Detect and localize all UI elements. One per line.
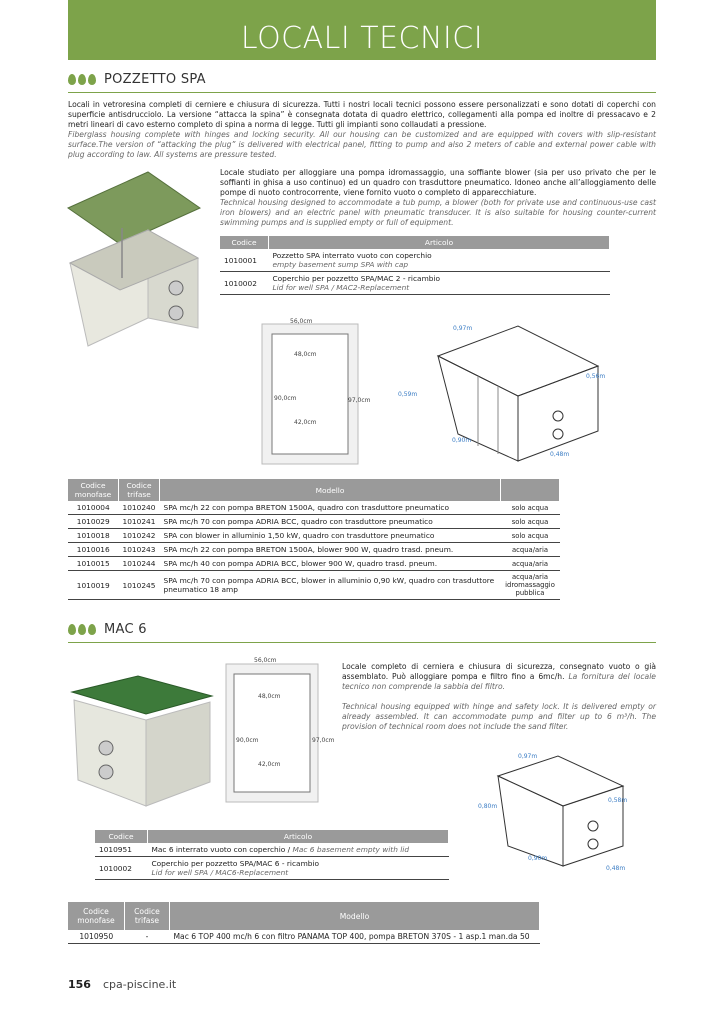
column-header-model: Modello xyxy=(160,479,501,501)
article-it: Pozzetto SPA interrato vuoto con coperchio xyxy=(272,251,432,260)
row-code-mono: 1010950 xyxy=(68,930,125,944)
mac-description-it: Locale completo di cerniera e chiusura di sicurezza, consegnato vuoto o già assemblato. Può alloggiare pompa e filtro fino a 6mc/h. xyxy=(342,662,656,681)
iso-bottom: 0,90m xyxy=(452,437,472,444)
row-model: Mac 6 TOP 400 mc/h 6 con filtro PANAMA TOP 400, pompa BRETON 370S - 1 asp.1 man.da 50 xyxy=(170,930,540,944)
row-code-mono: 1010019 xyxy=(68,571,119,600)
page-number: 156 xyxy=(68,978,91,991)
dim-outer-h: 97,0cm xyxy=(312,737,335,744)
column-header-model: Modello xyxy=(170,902,540,930)
row-code-tri: 1010243 xyxy=(119,543,160,557)
article-it: Coperchio per pozzetto SPA/MAC 2 - ricambio xyxy=(272,274,441,283)
article-en: Lid for well SPA / MAC2-Replacement xyxy=(272,283,410,292)
intro-text-en: Fiberglass housing complete with hinges and locking security. All our housing can be customized and are equipped with covers with slip-resistant surface.The version of “attacking the plug” is delivered with electrical panel, fitting to pump and also 2 meters of cable and external power cable with plug according to law. All systems are pressure tested. xyxy=(68,130,656,159)
row-note: solo acqua xyxy=(501,529,560,543)
row-model: SPA mc/h 70 con pompa ADRIA BCC, blower in alluminio 0,90 kW, quadro con trasduttore pneumatico 18 amp xyxy=(160,571,501,600)
dim-top: 56,0cm xyxy=(254,657,277,664)
row-note: acqua/aria xyxy=(501,543,560,557)
dim-top: 56,0cm xyxy=(290,318,313,325)
column-header-mono: Codice monofase xyxy=(68,902,125,930)
section-header-spa xyxy=(68,72,206,87)
table-row xyxy=(68,557,560,571)
dim-mid: 48,0cm xyxy=(258,693,281,700)
spa-description-en: Technical housing designed to accommodate a tub pump, a blower (both for private use and continuous-use cast iron blowers) and an electric panel with pneumatic transducer. It is also suitable for housing counter-current swimming pumps and is supplied empty or full of equipment. xyxy=(220,198,656,227)
row-code-mono: 1010015 xyxy=(68,557,119,571)
water-drops-icon xyxy=(68,74,96,85)
column-header-code: Codice xyxy=(220,236,269,249)
dim-bot: 42,0cm xyxy=(294,419,317,426)
mac-plan-drawing xyxy=(222,654,342,804)
spa-model-table xyxy=(68,479,560,600)
iso-top: 0,97m xyxy=(518,753,538,760)
article-en: empty basement sump SPA with cap xyxy=(272,260,409,269)
iso-top: 0,97m xyxy=(453,325,473,332)
row-code-tri: 1010241 xyxy=(119,515,160,529)
column-header-tri: Codice trifase xyxy=(125,902,170,930)
row-model: SPA mc/h 22 con pompa BRETON 1500A, blower 900 W, quadro trasd. pneum. xyxy=(160,543,501,557)
table-row xyxy=(68,930,540,944)
mac-description-note: La fornitura del locale tecnico non comprende la sabbia del filtro. xyxy=(342,672,656,691)
section-title: MAC 6 xyxy=(104,622,147,637)
intro-text-it: Locali in vetroresina completi di cerniere e chiusura di sicurezza. Tutti i nostri locali tecnici possono essere personalizzati e sono dotati di coperchi con superficie antisdrucciolo. La versione “attacca la spina” è consegnata dotata di quadro elettrico, collegamenti alla pompa ed inoltre di pressacavo e 2 metri lineari di cavo esterno completo di spina a norma di legge. Tutti gli impianti sono collaudati a pressione. xyxy=(68,100,656,129)
page-title: LOCALI TECNICI xyxy=(240,21,484,56)
row-article xyxy=(148,857,449,880)
spa-housing-image xyxy=(48,168,208,348)
divider xyxy=(68,642,656,643)
row-model: SPA mc/h 40 con pompa ADRIA BCC, blower 900 W, quadro trasd. pneum. xyxy=(160,557,501,571)
table-row xyxy=(68,543,560,557)
row-code-tri: - xyxy=(125,930,170,944)
spa-description xyxy=(220,168,656,228)
table-row xyxy=(220,272,610,295)
article-en: Lid for well SPA / MAC6-Replacement xyxy=(151,868,289,877)
intro-text xyxy=(68,100,656,160)
page-footer xyxy=(68,978,176,991)
dim-bot: 42,0cm xyxy=(258,761,281,768)
section-header-mac xyxy=(68,622,147,637)
table-row xyxy=(95,843,449,857)
iso-side: 0,58m xyxy=(608,797,628,804)
column-header-article: Articolo xyxy=(269,236,610,249)
row-note: acqua/aria xyxy=(501,557,560,571)
iso-height: 0,80m xyxy=(478,803,498,810)
mac-description-en: Technical housing equipped with hinge and safety lock. It is delivered empty or already assembled. It can accommodate pump and filter up to 6 m³/h. The provision of technical room does not include the sand filter. xyxy=(342,702,656,731)
mac-article-table xyxy=(95,830,449,880)
table-row xyxy=(68,529,560,543)
row-note: solo acqua xyxy=(501,515,560,529)
row-code: 1010001 xyxy=(220,249,269,272)
dim-inner-h: 90,0cm xyxy=(236,737,259,744)
mac-iso-drawing xyxy=(478,746,638,876)
iso-height: 0,59m xyxy=(398,391,418,398)
iso-depth: 0,48m xyxy=(550,451,570,458)
row-code-tri: 1010240 xyxy=(119,501,160,515)
iso-bottom: 0,90m xyxy=(528,855,548,862)
row-code-mono: 1010018 xyxy=(68,529,119,543)
page-header xyxy=(68,0,656,60)
column-header-code: Codice xyxy=(95,830,148,843)
table-row xyxy=(220,249,610,272)
spa-plan-drawing xyxy=(258,316,388,466)
row-model: SPA con blower in alluminio 1,50 kW, quadro con trasduttore pneumatico xyxy=(160,529,501,543)
column-header-note xyxy=(501,479,560,501)
row-code-tri: 1010245 xyxy=(119,571,160,600)
website-link[interactable]: cpa-piscine.it xyxy=(102,978,177,991)
dim-mid: 48,0cm xyxy=(294,351,317,358)
row-code: 1010002 xyxy=(220,272,269,295)
dim-outer-h: 97,0cm xyxy=(348,397,371,404)
spa-description-it: Locale studiato per alloggiare una pompa idromassaggio, una soffiante blower (sia per uso privato che per le soffianti in ghisa a uso continuo) ed un quadro con trasduttore pneumatico. Idoneo anche all’alloggiamento delle pompe di nuoto controcorrente, viene fornito vuoto o completo di apparecchiature. xyxy=(220,168,656,197)
column-header-mono: Codice monofase xyxy=(68,479,119,501)
row-code-tri: 1010242 xyxy=(119,529,160,543)
water-drops-icon xyxy=(68,624,96,635)
mac-description xyxy=(342,662,656,732)
row-code-mono: 1010029 xyxy=(68,515,119,529)
row-code: 1010951 xyxy=(95,843,148,857)
section-title: POZZETTO SPA xyxy=(104,72,206,87)
mac-housing-image xyxy=(66,670,216,810)
row-model: SPA mc/h 22 con pompa BRETON 1500A, quadro con trasduttore pneumatico xyxy=(160,501,501,515)
divider xyxy=(68,92,656,93)
row-note: acqua/aria idromassaggio pubblica xyxy=(501,571,560,600)
dim-inner-h: 90,0cm xyxy=(274,395,297,402)
spa-iso-drawing xyxy=(398,316,628,466)
row-article xyxy=(269,249,610,272)
row-code-mono: 1010004 xyxy=(68,501,119,515)
iso-side: 0,56m xyxy=(586,373,606,380)
table-row xyxy=(95,857,449,880)
column-header-article: Articolo xyxy=(148,830,449,843)
row-code-mono: 1010016 xyxy=(68,543,119,557)
article-en: Mac 6 basement empty with lid xyxy=(292,845,410,854)
row-article xyxy=(269,272,610,295)
row-model: SPA mc/h 70 con pompa ADRIA BCC, quadro con trasduttore pneumatico xyxy=(160,515,501,529)
table-row xyxy=(68,501,560,515)
row-article xyxy=(148,843,449,857)
iso-depth: 0,48m xyxy=(606,865,626,872)
row-code-tri: 1010244 xyxy=(119,557,160,571)
mac-model-table xyxy=(68,902,540,944)
column-header-tri: Codice trifase xyxy=(119,479,160,501)
row-code: 1010002 xyxy=(95,857,148,880)
row-note: solo acqua xyxy=(501,501,560,515)
spa-article-table xyxy=(220,236,610,295)
table-row xyxy=(68,515,560,529)
article-it: Coperchio per pozzetto SPA/MAC 6 - ricambio xyxy=(151,859,320,868)
table-row xyxy=(68,571,560,600)
article-it: Mac 6 interrato vuoto con coperchio / xyxy=(151,845,293,854)
